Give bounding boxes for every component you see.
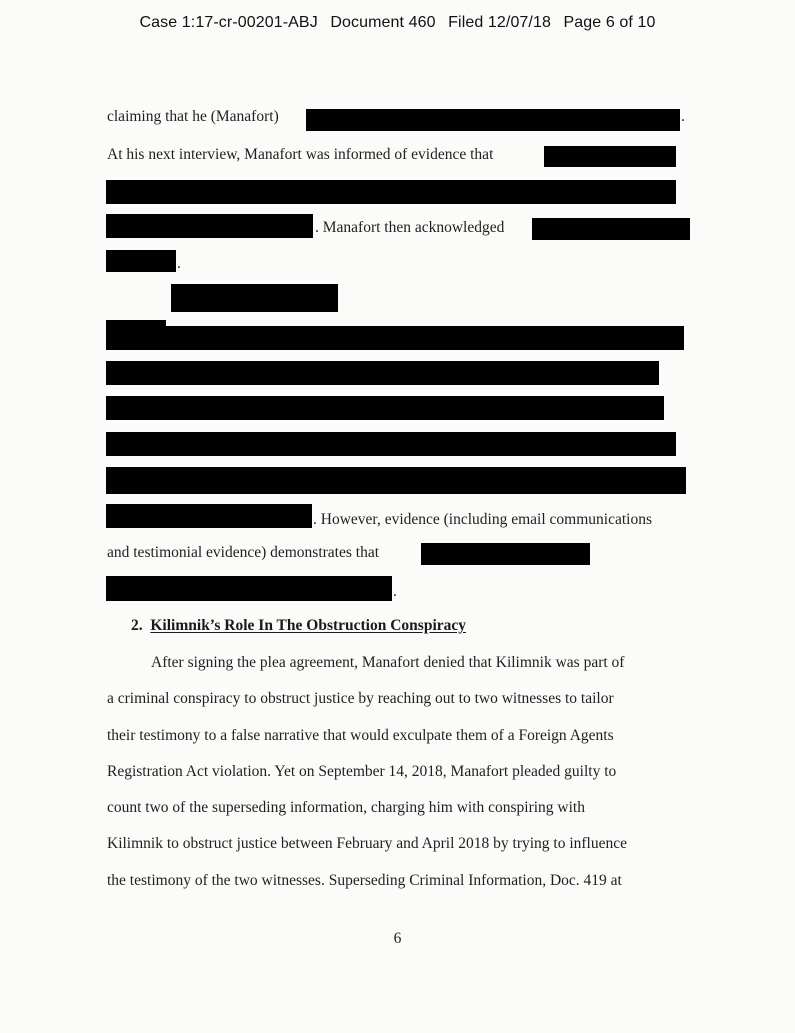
- section-title: Kilimnik’s Role In The Obstruction Conspiracy: [150, 617, 467, 634]
- redaction-block: [106, 467, 686, 494]
- redaction-block: [106, 361, 659, 385]
- text-line-1: claiming that he (Manafort): [107, 108, 279, 125]
- section-heading: [131, 616, 466, 636]
- page-indicator: Page 6 of 10: [563, 14, 656, 31]
- redaction-block: [106, 326, 684, 350]
- text-line-7: .: [393, 583, 397, 600]
- text-line-4: .: [177, 255, 181, 272]
- redaction-block: [171, 284, 338, 312]
- paragraph-line-3: their testimony to a false narrative that would exculpate them of a Foreign Agents: [107, 727, 614, 744]
- paragraph-line-7: the testimony of the two witnesses. Superseding Criminal Information, Doc. 419 at: [107, 872, 622, 889]
- text-line-1-end: .: [681, 108, 685, 125]
- document-number: Document 460: [330, 14, 436, 31]
- redaction-block: [106, 214, 313, 238]
- paragraph-line-2: a criminal conspiracy to obstruct justice by reaching out to two witnesses to tailor: [107, 690, 614, 707]
- section-number: 2.: [131, 617, 143, 634]
- redaction-block: [106, 180, 676, 204]
- redaction-block: [544, 146, 676, 167]
- redaction-block: [532, 218, 690, 240]
- case-number: Case 1:17-cr-00201-ABJ: [139, 14, 318, 31]
- redaction-block: [106, 250, 176, 272]
- paragraph-line-4: Registration Act violation. Yet on September 14, 2018, Manafort pleaded guilty to: [107, 763, 617, 780]
- paragraph-line-1: After signing the plea agreement, Manafort denied that Kilimnik was part of: [151, 654, 625, 671]
- redaction-block: [306, 109, 680, 131]
- redaction-block: [421, 543, 590, 565]
- paragraph-line-6: Kilimnik to obstruct justice between February and April 2018 by trying to influence: [107, 835, 628, 852]
- text-line-6: and testimonial evidence) demonstrates that: [107, 544, 380, 561]
- paragraph-line-5: count two of the superseding information, charging him with conspiring with: [107, 799, 585, 816]
- redaction-block: [106, 576, 392, 601]
- case-header: [0, 14, 795, 32]
- redaction-block: [106, 432, 676, 456]
- filed-date: Filed 12/07/18: [448, 14, 551, 31]
- page-number: 6: [393, 930, 402, 947]
- text-line-3: . Manafort then acknowledged: [315, 219, 505, 236]
- text-line-2: At his next interview, Manafort was informed of evidence that: [107, 146, 494, 163]
- redaction-block: [106, 504, 312, 528]
- text-line-5: . However, evidence (including email communications: [313, 511, 652, 528]
- redaction-block: [106, 396, 664, 420]
